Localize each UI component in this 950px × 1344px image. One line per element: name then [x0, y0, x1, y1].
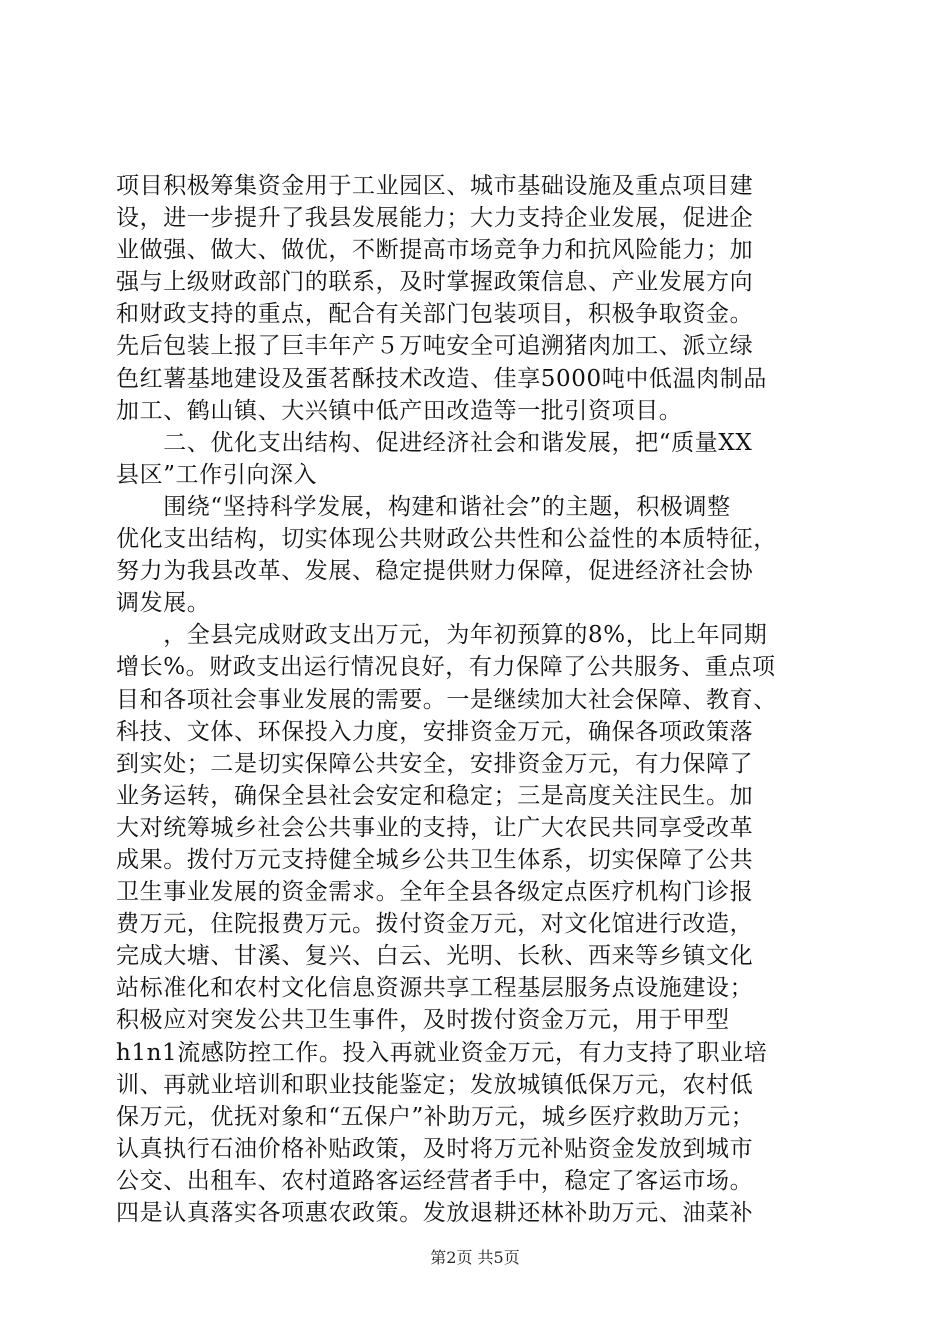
text-line: 卫生事业发展的资金需求。全年全县各级定点医疗机构门诊报: [116, 879, 754, 906]
text-line: 增长%。财政支出运行情况良好，有力保障了公共服务、重点项: [116, 654, 776, 681]
text-line: 和财政支持的重点，配合有关部门包装项目，积极争取资金。: [116, 301, 754, 328]
text-line: 二、优化支出结构、促进经济社会和谐发展，把“质量XX: [116, 429, 753, 456]
page-footer: 第2页 共5页: [430, 1248, 520, 1267]
text-line: 目和各项社会事业发展的需要。一是继续加大社会保障、教育、: [116, 686, 777, 713]
text-line: 积极应对突发公共卫生事件，及时拨付资金万元，用于甲型: [116, 1007, 730, 1034]
body-text: [116, 170, 836, 1229]
text-line: ，全县完成财政支出万元，为年初预算的8%，比上年同期: [116, 622, 768, 649]
text-line: 强与上级财政部门的联系，及时掌握政策信息、产业发展方向: [116, 269, 754, 296]
text-line: 项目积极筹集资金用于工业园区、城市基础设施及重点项目建: [116, 173, 754, 199]
text-line: 围绕“坚持科学发展，构建和谐社会”的主题，积极调整: [116, 493, 731, 520]
text-line: 业做强、做大、做优，不断提高市场竞争力和抗风险能力；加: [116, 237, 754, 264]
text-line: 先后包装上报了巨丰年产５万吨安全可追溯猪肉加工、派立绿: [116, 333, 754, 360]
text-line: 完成大塘、甘溪、复兴、白云、光明、长秋、西来等乡镇文化: [116, 943, 754, 970]
text-line: 公交、出租车、农村道路客运经营者手中，稳定了客运市场。: [116, 1167, 754, 1194]
text-line: 努力为我县改革、发展、稳定提供财力保障，促进经济社会协: [116, 558, 754, 585]
text-line: 保万元，优抚对象和“五保户”补助万元，城乡医疗救助万元；: [116, 1103, 755, 1130]
text-line: 设，进一步提升了我县发展能力；大力支持企业发展，促进企: [116, 205, 754, 232]
text-line: 到实处；二是切实保障公共安全，安排资金万元，有力保障了: [116, 750, 754, 777]
text-line: h1n1流感防控工作。投入再就业资金万元，有力支持了职业培: [116, 1039, 768, 1066]
text-line: 科技、文体、环保投入力度，安排资金万元，确保各项政策落: [116, 718, 754, 745]
text-line: 业务运转，确保全县社会安定和稳定；三是高度关注民生。加: [116, 782, 754, 809]
text-line: 四是认真落实各项惠农政策。发放退耕还林补助万元、油菜补: [116, 1200, 754, 1226]
text-line: 成果。拨付万元支持健全城乡公共卫生体系，切实保障了公共: [116, 846, 754, 873]
text-line: 站标准化和农村文化信息资源共享工程基层服务点设施建设；: [116, 975, 754, 1002]
text-line: 大对统筹城乡社会公共事业的支持，让广大农民共同享受改革: [116, 814, 754, 841]
text-line: 费万元，住院报费万元。拨付资金万元，对文化馆进行改造，: [116, 911, 754, 938]
text-line: 训、再就业培训和职业技能鉴定；发放城镇低保万元，农村低: [116, 1071, 754, 1098]
text-line: 调发展。: [116, 590, 211, 617]
text-line: 优化支出结构，切实体现公共财政公共性和公益性的本质特征，: [116, 526, 777, 553]
text-line: 县区”工作引向深入: [116, 461, 318, 488]
text-line: 加工、鹤山镇、大兴镇中低产田改造等一批引资项目。: [116, 397, 683, 424]
text-line: 认真执行石油价格补贴政策，及时将万元补贴资金发放到城市: [116, 1135, 754, 1162]
text-line: 色红薯基地建设及蛋茗酥技术改造、佳享5000吨中低温肉制品: [116, 365, 767, 392]
